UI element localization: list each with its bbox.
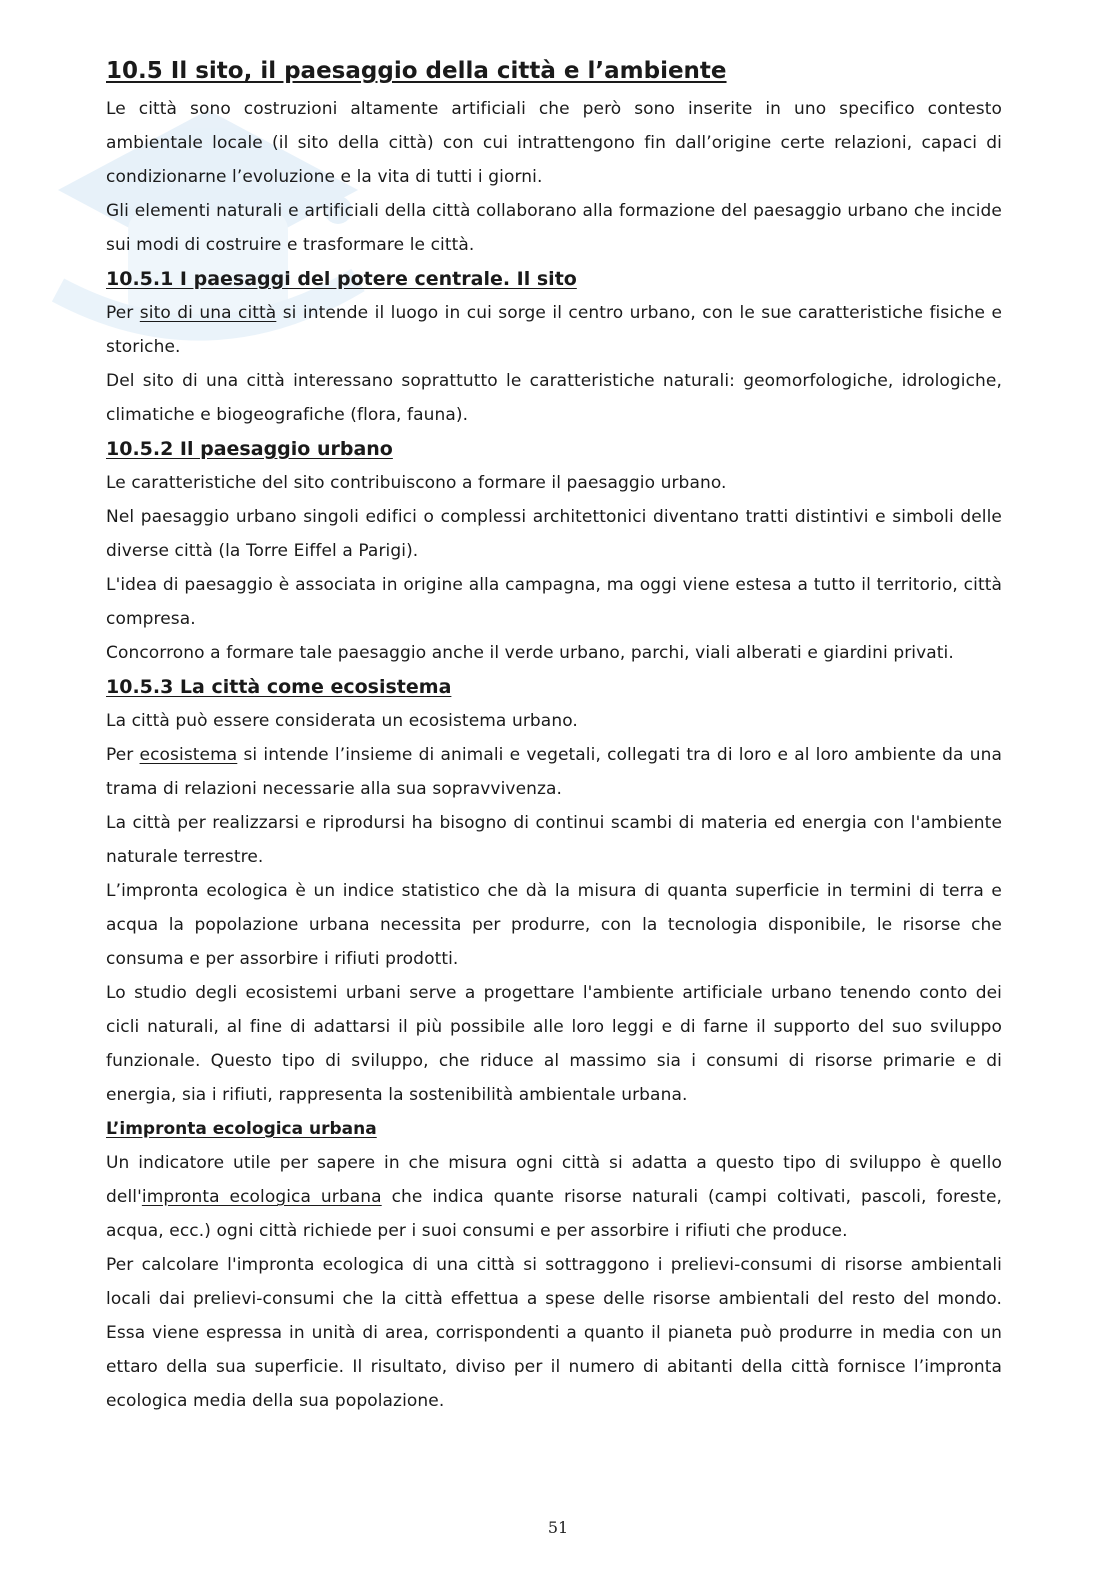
subsection-title: 10.5.1 I paesaggi del potere centrale. Il sito bbox=[106, 268, 577, 290]
paragraph: Concorrono a formare tale paesaggio anche il verde urbano, parchi, viali alberati e giardini privati. bbox=[106, 643, 954, 663]
paragraph: Per calcolare l'impronta ecologica di una città si sottraggono i prelievi-consumi di risorse ambientali locali dai prelievi-consumi che la città effettua a spese delle risorse ambientali del resto del mondo. Essa viene espressa in unità di area, corrispondenti a quanto il pianeta può produrre in media con un ettaro della sua superficie. Il risultato, diviso per il numero di abitanti della città fornisce l’impronta ecologica media della sua popolazione. bbox=[106, 1255, 1002, 1411]
paragraph bbox=[106, 1146, 1002, 1248]
paragraph: Le caratteristiche del sito contribuiscono a formare il paesaggio urbano. bbox=[106, 473, 727, 493]
subsection-title: 10.5.3 La città come ecosistema bbox=[106, 676, 452, 698]
page-number: 51 bbox=[547, 1518, 569, 1537]
paragraph bbox=[106, 296, 1002, 364]
document-page bbox=[106, 48, 1002, 1418]
term-underlined: sito di una città bbox=[139, 303, 277, 323]
paragraph: La città per realizzarsi e riprodursi ha bisogno di continui scambi di materia ed energia con l'ambiente naturale terrestre. bbox=[106, 813, 1002, 867]
paragraph: Gli elementi naturali e artificiali della città collaborano alla formazione del paesaggio urbano che incide sui modi di costruire e trasformare le città. bbox=[106, 201, 1002, 255]
paragraph: L'idea di paesaggio è associata in origine alla campagna, ma oggi viene estesa a tutto il territorio, città compresa. bbox=[106, 575, 1002, 629]
paragraph: La città può essere considerata un ecosistema urbano. bbox=[106, 711, 578, 731]
text-run: Per bbox=[106, 303, 140, 323]
paragraph: L’impronta ecologica è un indice statistico che dà la misura di quanta superficie in termini di terra e acqua la popolazione urbana necessita per produrre, con la tecnologia disponibile, le risorse che consuma e per assorbire i rifiuti prodotti. bbox=[106, 881, 1002, 969]
paragraph: Lo studio degli ecosistemi urbani serve a progettare l'ambiente artificiale urbano tenendo conto dei cicli naturali, al fine di adattarsi il più possibile alle loro leggi e di farne il supporto del suo sviluppo funzionale. Questo tipo di sviluppo, che riduce al massimo sia i consumi di risorse primarie e di energia, sia i rifiuti, rappresenta la sostenibilità ambientale urbana. bbox=[106, 983, 1002, 1105]
term-underlined: ecosistema bbox=[139, 745, 238, 765]
term-underlined: impronta ecologica urbana bbox=[141, 1187, 382, 1207]
text-run: si intende il luogo in cui sorge il centro urbano, con le sue caratteristiche fisiche e storiche. bbox=[106, 303, 1002, 357]
paragraph: Del sito di una città interessano soprattutto le caratteristiche naturali: geomorfologiche, idrologiche, climatiche e biogeografiche (flora, fauna). bbox=[106, 371, 1002, 425]
section-title: 10.5 Il sito, il paesaggio della città e l’ambiente bbox=[106, 58, 727, 84]
subsection-title: 10.5.2 Il paesaggio urbano bbox=[106, 438, 393, 460]
text-run: Un indicatore utile per sapere in che misura ogni città si adatta a questo tipo di sviluppo è quello dell' bbox=[106, 1153, 1002, 1207]
paragraph bbox=[106, 738, 1002, 806]
text-run: si intende l’insieme di animali e vegetali, collegati tra di loro e al loro ambiente da una trama di relazioni necessarie alla sua sopravvivenza. bbox=[106, 745, 1002, 799]
paragraph: Le città sono costruzioni altamente artificiali che però sono inserite in uno specifico contesto ambientale locale (il sito della città) con cui intrattengono fin dall’origine certe relazioni, capaci di condizionarne l’evoluzione e la vita di tutti i giorni. bbox=[106, 99, 1002, 187]
paragraph: Nel paesaggio urbano singoli edifici o complessi architettonici diventano tratti distintivi e simboli delle diverse città (la Torre Eiffel a Parigi). bbox=[106, 507, 1002, 561]
text-run: Per bbox=[106, 745, 140, 765]
text-run: che indica quante risorse naturali (campi coltivati, pascoli, foreste, acqua, ecc.) ogni città richiede per i suoi consumi e per assorbire i rifiuti che produce. bbox=[106, 1187, 1003, 1241]
minor-heading: L’impronta ecologica urbana bbox=[106, 1119, 377, 1139]
